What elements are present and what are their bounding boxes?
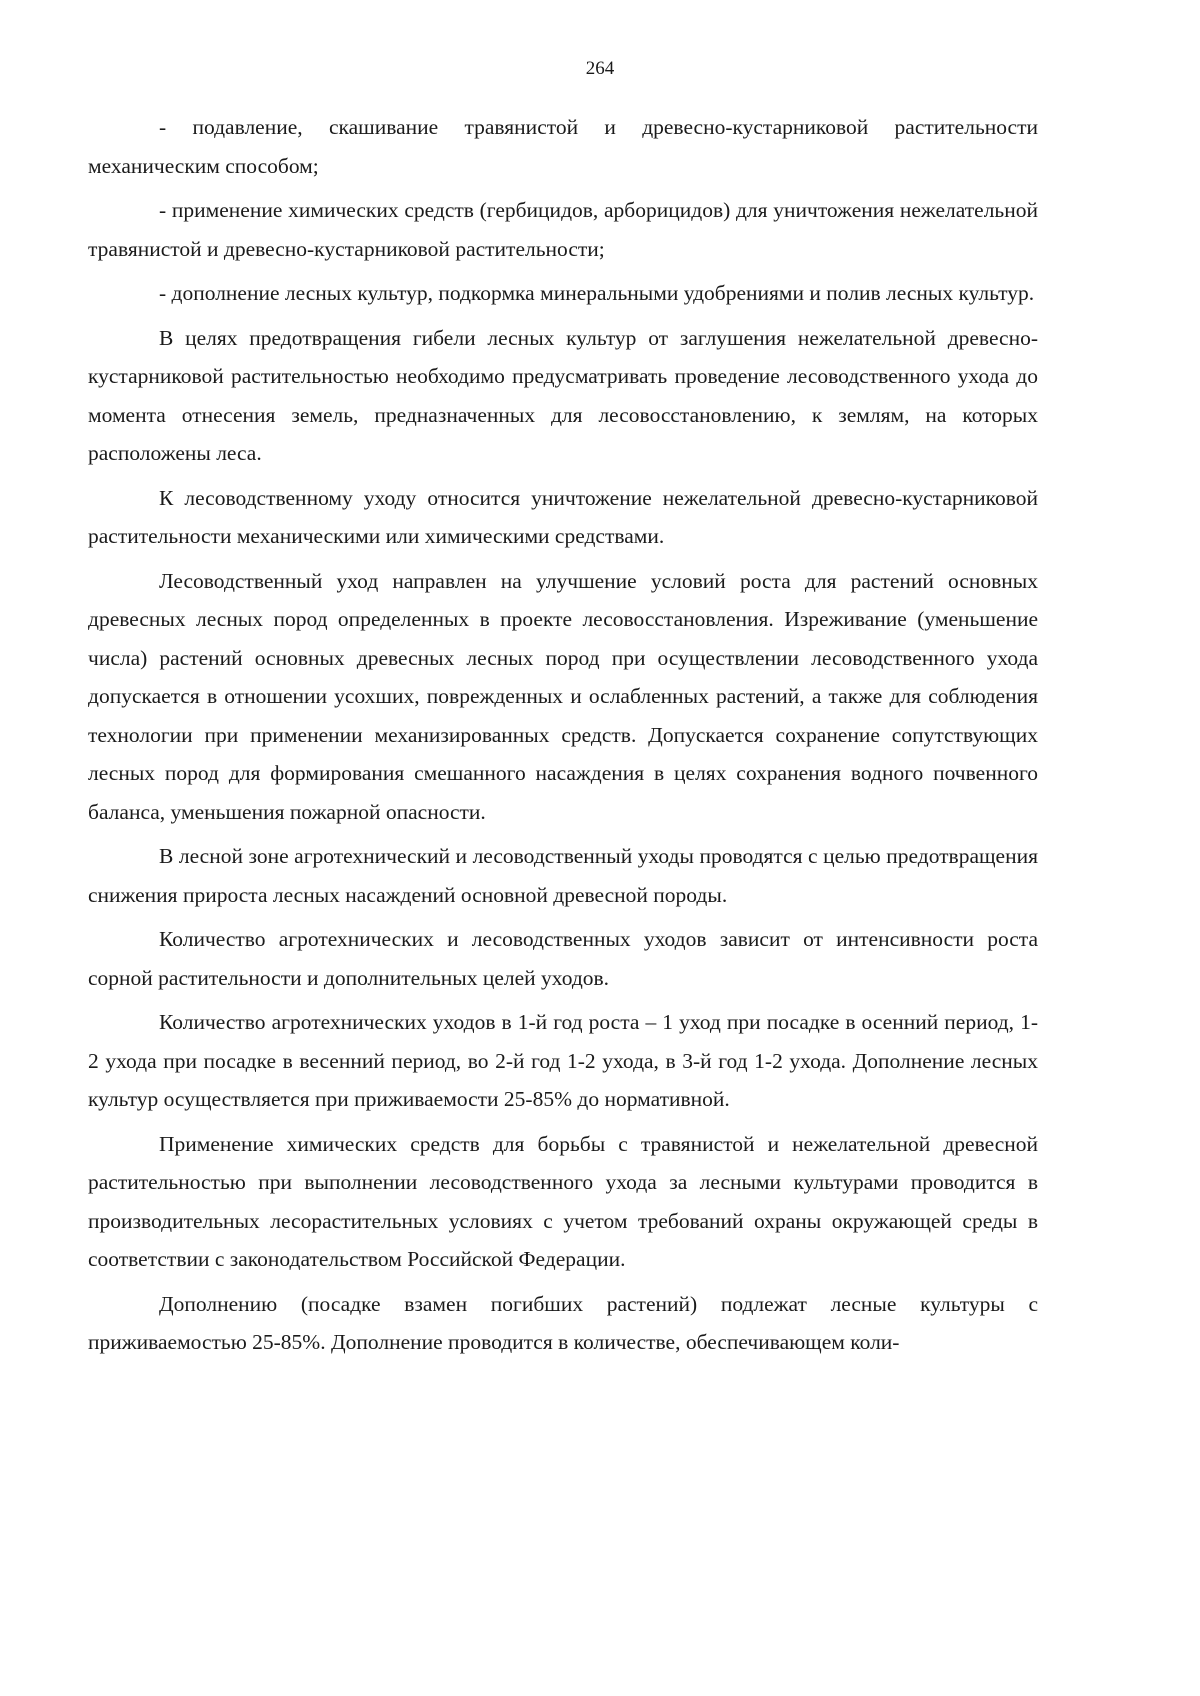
paragraph: Лесоводственный уход направлен на улучшение условий роста для растений основных древесных лесных пород определенных в проекте лесовосстановления. Изреживание (уменьшение числа) растений основных древесных лесных пород при осуществлении лесоводственного ухода допускается в отношении усохших, поврежденных и ослабленных растений, а также для соблюдения технологии при применении механизированных средств. Допускается сохранение сопутствующих лесных пород для формирования смешанного насаждения в целях сохранения водного почвенного баланса, уменьшения пожарной опасности. xyxy=(88,568,1038,824)
paragraph: Количество агротехнических и лесоводственных уходов зависит от интенсивности роста сорной растительности и дополнительных целей уходов. xyxy=(88,927,1038,990)
paragraph: Дополнению (посадке взамен погибших растений) подлежат лесные культуры с приживаемостью 25-85%. Дополнение проводится в количестве, обеспечивающем коли- xyxy=(88,1291,1038,1354)
paragraph: К лесоводственному уходу относится уничтожение нежелательной древесно-кустарниковой растительности механическими или химическими средствами. xyxy=(88,485,1038,548)
page-number: 264 xyxy=(585,58,615,79)
paragraph: В целях предотвращения гибели лесных культур от заглушения нежелательной древесно-кустарниковой растительностью необходимо предусматривать проведение лесоводственного ухода до момента отнесения земель, предназначенных для лесовосстановлению, к землям, на которых расположены леса. xyxy=(88,325,1038,465)
paragraph: Применение химических средств для борьбы с травянистой и нежелательной древесной растительностью при выполнении лесоводственного ухода за лесными культурами проводится в производительных лесорастительных условиях с учетом требований охраны окружающей среды в соответствии с законодательством Российской Федерации. xyxy=(88,1131,1038,1271)
paragraph: В лесной зоне агротехнический и лесоводственный уходы проводятся с целью предотвращения снижения прироста лесных насаждений основной древесной породы. xyxy=(88,844,1038,907)
body-text xyxy=(88,108,1038,1362)
paragraph-list-item-supplement: - дополнение лесных культур, подкормка минеральными удобрениями и полив лесных культур. xyxy=(159,281,1035,305)
paragraph-list-item-mechanical: - подавление, скашивание травянистой и древесно-кустарниковой растительности механическим способом; xyxy=(88,115,1038,178)
paragraph: Количество агротехнических уходов в 1-й год роста – 1 уход при посадке в осенний период, 1-2 ухода при посадке в весенний период, во 2-й год 1-2 ухода, в 3-й год 1-2 ухода. Дополнение лесных культур осуществляется при приживаемости 25-85% до нормативной. xyxy=(88,1010,1038,1111)
paragraph-list-item-chemical: - применение химических средств (гербицидов, арборицидов) для уничтожения нежелательной травянистой и древесно-кустарниковой растительности; xyxy=(88,198,1038,261)
